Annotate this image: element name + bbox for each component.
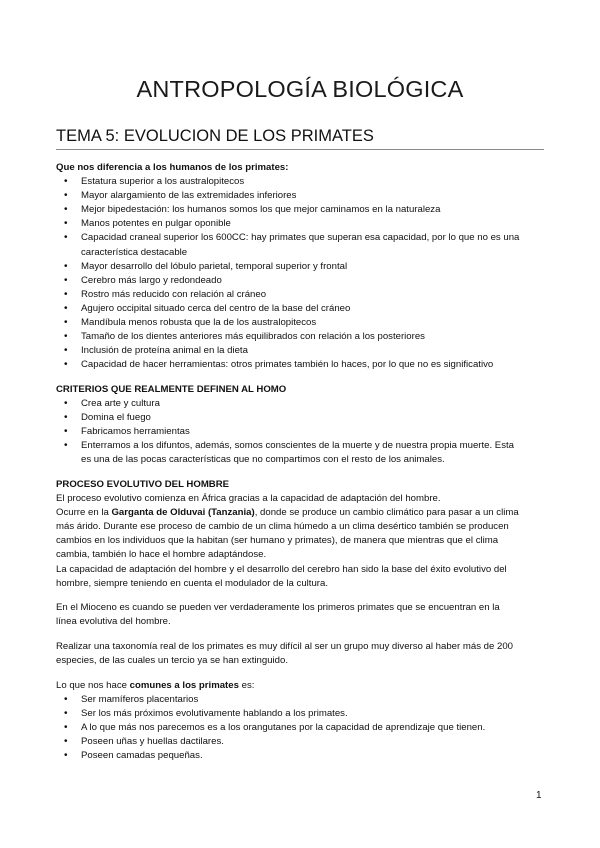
bullet-text: • Crea arte y cultura — [81, 398, 160, 409]
bullet-text: • A lo que más nos parecemos es a los orangutanes por la capacidad de aprendizaje que tienen. — [81, 721, 486, 733]
bullet-text: • Tamaño de los dientes anteriores más equilibrados con relación a los posteriores — [81, 331, 425, 343]
paragraph-line: Realizar una taxonomía real de los primates es muy difícil al ser un grupo muy diverso al haber más de 200 — [56, 640, 513, 652]
bullet-text: es una de las pocas características que no compartimos con el resto de los animales. — [81, 454, 445, 466]
bullet-text: • Domina el fuego — [81, 412, 151, 424]
bullet-item — [56, 693, 546, 707]
bullet-text: • Ser los más próximos evolutivamente hablando a los primates. — [81, 707, 348, 719]
bullet-item — [56, 749, 546, 763]
criteria-heading: CRITERIOS QUE REALMENTE DEFINEN AL HOMO — [56, 383, 287, 395]
bullet-text: • Capacidad de hacer herramientas: otros primates también lo haces, por lo que no es significativo — [81, 359, 494, 371]
paragraph-line: En el Mioceno es cuando se pueden ver verdaderamente los primeros primates que se encuentran en la — [56, 602, 500, 614]
bullet-text: • Mayor alargamiento de las extremidades inferiores — [81, 190, 297, 202]
bullet-item — [56, 397, 546, 411]
paragraph-line: El proceso evolutivo comienza en África gracias a la capacidad de adaptación del hombre. — [56, 493, 441, 505]
bullet-text: • Manos potentes en pulgar oponible — [81, 218, 231, 230]
bullet-item — [56, 260, 546, 274]
bullet-text: • Mejor bipedestación: los humanos somos los que mejor caminamos en la naturaleza — [81, 204, 441, 216]
paragraph-line: hombre, siempre teniendo en cuenta el modulador de la cultura. — [56, 577, 328, 589]
bullet-text: • Mayor desarrollo del lóbulo parietal, temporal superior y frontal — [81, 260, 348, 272]
common-intro — [56, 679, 546, 693]
bullet-item — [56, 203, 546, 217]
bullet-item — [56, 330, 546, 344]
bullet-item — [56, 189, 546, 203]
bullet-item — [56, 217, 546, 231]
page-number: 1 — [536, 790, 542, 801]
bullet-item — [56, 735, 546, 749]
common-traits-list — [56, 693, 546, 763]
bullet-item — [56, 288, 546, 302]
paragraph-line: especies, de las cuales un tercio ya se han extinguido. — [56, 655, 288, 666]
bullet-item — [56, 411, 546, 425]
bullet-text: • Mandíbula menos robusta que la de los australopitecos — [81, 317, 317, 329]
bullet-text: • Poseen camadas pequeñas. — [81, 750, 203, 762]
paragraph-line: cambios en los individuos que la habitan (ser humano y primates), de manera que mientras que el clima — [56, 535, 499, 547]
document-body — [56, 161, 546, 763]
process-heading: PROCESO EVOLUTIVO DEL HOMBRE — [56, 478, 230, 490]
bullet-text: • Capacidad craneal superior los 600CC: hay primates que superan esa capacidad, por lo que no es una — [81, 232, 520, 244]
bullet-text: • Poseen uñas y huellas dactilares. — [81, 735, 224, 747]
paragraph-line — [56, 506, 546, 520]
differences-list — [56, 175, 546, 372]
bullet-text: • Inclusión de proteína animal en la dieta — [81, 345, 248, 357]
bullet-item — [56, 231, 546, 259]
criteria-list — [56, 397, 546, 467]
text-run: Lo que nos hace — [56, 679, 130, 691]
common-emphasis: comunes a los primates — [129, 679, 239, 691]
text-run: es: — [238, 679, 255, 691]
bullet-item — [56, 358, 546, 372]
location-emphasis: Garganta de Olduvai (Tanzania) — [111, 507, 255, 519]
paragraph-line: más árido. Durante ese proceso de cambio de un clima húmedo a un clima desértico también se producen — [56, 521, 509, 533]
document-title: ANTROPOLOGÍA BIOLÓGICA — [136, 76, 464, 102]
bullet-text: • Cerebro más largo y redondeado — [81, 274, 222, 286]
bullet-item — [56, 344, 546, 358]
bullet-item — [56, 439, 546, 467]
bullet-text: • Fabricamos herramientas — [81, 426, 190, 438]
bullet-item — [56, 425, 546, 439]
bullet-text: • Rostro más reducido con relación al cráneo — [81, 288, 267, 300]
heading-divider — [56, 149, 544, 150]
bullet-text: característica destacable — [81, 246, 188, 258]
chapter-title: TEMA 5: EVOLUCION DE LOS PRIMATES — [56, 127, 374, 145]
paragraph-line: cambia, también lo hace el hombre adaptándose. — [56, 549, 267, 561]
paragraph-line: La capacidad de adaptación del hombre y el desarrollo del cerebro han sido la base del éxito evolutivo del — [56, 563, 507, 575]
bullet-item — [56, 721, 546, 735]
bullet-text: • Enterramos a los difuntos, además, somos conscientes de la muerte y de nuestra propia muerte. Esta — [81, 440, 515, 452]
paragraph-line: línea evolutiva del hombre. — [56, 616, 171, 628]
text-run: , donde se produce un cambio climático para pasar a un clima — [254, 507, 519, 519]
bullet-text: • Ser mamíferos placentarios — [81, 693, 199, 705]
bullet-item — [56, 707, 546, 721]
bullet-text: • Agujero occipital situado cerca del centro de la base del cráneo — [81, 302, 351, 314]
bullet-item — [56, 274, 546, 288]
differences-heading: Que nos diferencia a los humanos de los primates: — [56, 162, 289, 173]
bullet-text: • Estatura superior a los australopitecos — [81, 176, 245, 188]
bullet-item — [56, 302, 546, 316]
bullet-item — [56, 316, 546, 330]
bullet-item — [56, 175, 546, 189]
text-run: Ocurre en la — [56, 507, 112, 519]
